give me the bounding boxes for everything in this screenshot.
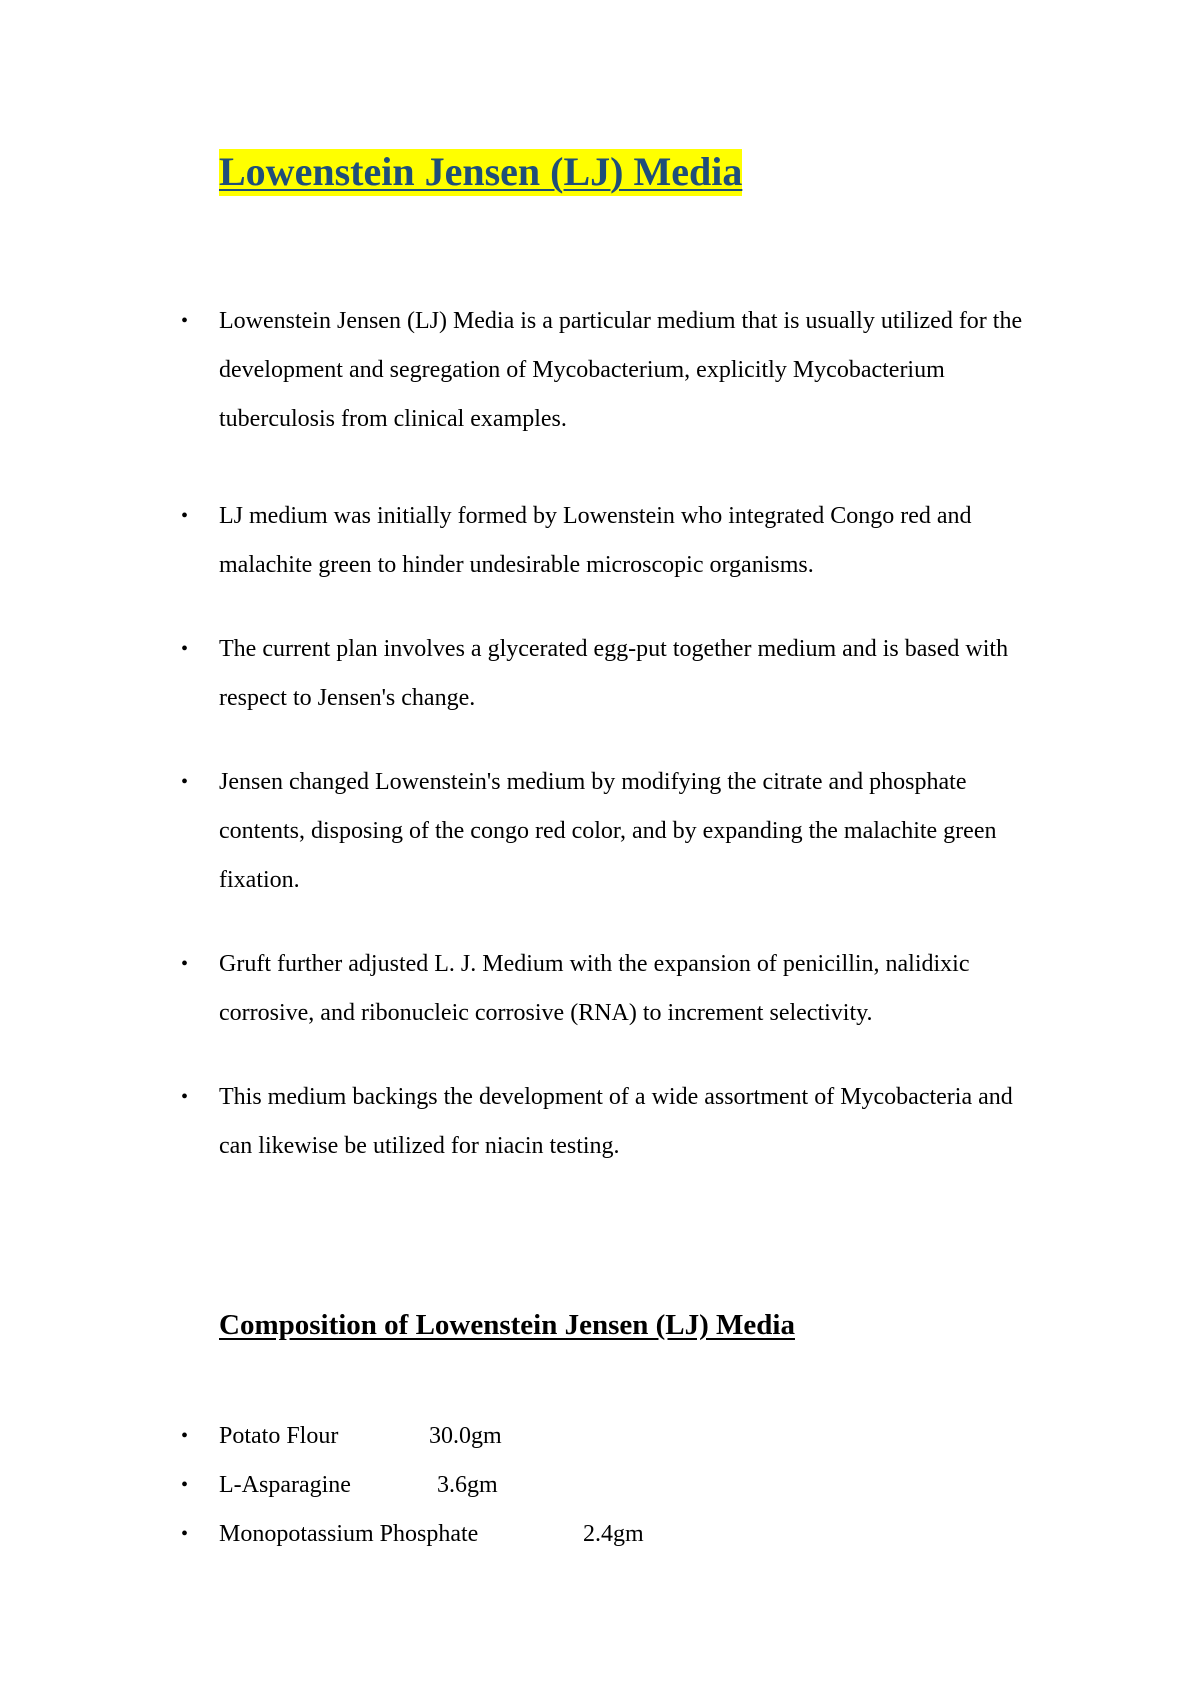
composition-item	[0, 1461, 1039, 1510]
list-item-text: LJ medium was initially formed by Lowenstein who integrated Congo red and malachite green to hinder undesirable microscopic organisms.	[219, 503, 972, 578]
bullet-icon: •	[181, 310, 189, 332]
ingredient-name: Potato Flour	[219, 1423, 339, 1449]
list-item-text: Jensen changed Lowenstein's medium by modifying the citrate and phosphate contents, disposing of the congo red color, and by expanding the malachite green fixation.	[219, 769, 997, 893]
list-item	[0, 492, 1039, 590]
bullet-icon: •	[181, 953, 189, 975]
intro-bullet-list	[0, 297, 1200, 1171]
list-item	[0, 1073, 1039, 1171]
list-item	[0, 625, 1039, 723]
composition-list	[0, 1412, 1200, 1559]
list-item-text: Lowenstein Jensen (LJ) Media is a particular medium that is usually utilized for the development and segregation of Mycobacterium, explicitly Mycobacterium tuberculosis from clinical examples.	[219, 308, 1023, 432]
list-item-text: Gruft further adjusted L. J. Medium with the expansion of penicillin, nalidixic corrosive, and ribonucleic corrosive (RNA) to increment selectivity.	[219, 951, 970, 1026]
ingredient-amount: 2.4gm	[583, 1521, 644, 1547]
composition-heading: Composition of Lowenstein Jensen (LJ) Media	[219, 1309, 795, 1341]
composition-item	[0, 1510, 1039, 1559]
ingredient-amount: 3.6gm	[437, 1472, 498, 1498]
bullet-icon: •	[181, 1086, 189, 1108]
list-item-text: The current plan involves a glycerated egg-put together medium and is based with respect to Jensen's change.	[219, 636, 1009, 711]
document-title	[219, 147, 742, 197]
bullet-icon: •	[181, 1474, 189, 1496]
bullet-icon: •	[181, 771, 189, 793]
list-item	[0, 758, 1039, 905]
list-item	[0, 297, 1039, 444]
ingredient-name: Monopotassium Phosphate	[219, 1521, 479, 1547]
composition-item	[0, 1412, 1039, 1461]
bullet-icon: •	[181, 1425, 189, 1447]
document-title-text: Lowenstein Jensen (LJ) Media	[219, 149, 743, 194]
bullet-icon: •	[181, 1523, 189, 1545]
list-item-text: This medium backings the development of a wide assortment of Mycobacteria and can likewise be utilized for niacin testing.	[219, 1084, 1013, 1159]
list-item	[0, 940, 1039, 1038]
ingredient-name: L-Asparagine	[219, 1472, 351, 1498]
bullet-icon: •	[181, 505, 189, 527]
bullet-icon: •	[181, 638, 189, 660]
ingredient-amount: 30.0gm	[429, 1423, 502, 1449]
